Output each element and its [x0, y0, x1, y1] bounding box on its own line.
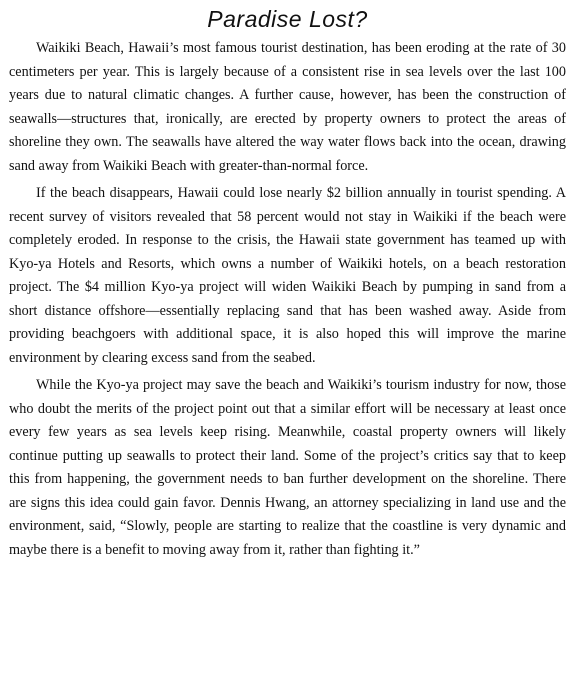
- article-title: Paradise Lost?: [207, 6, 368, 32]
- paragraph-3: While the Kyo-ya project may save the beach and Waikiki’s tourism industry for now, those who doubt the merits of the project point out that a similar effort will be necessary at least once every few years as sea levels keep rising. Meanwhile, coastal property owners will likely continue putting up seawalls to protect their land. Some of the project’s critics say that to keep this from happening, the government needs to ban further development on the shoreline. There are signs this idea could gain favor. Dennis Hwang, an attorney specializing in land use and the environment, said, “Slowly, people are starting to realize that the coastline is very dynamic and maybe there is a benefit to moving away from it, rather than fighting it.”: [9, 377, 566, 558]
- article-body: [9, 37, 566, 562]
- paragraph-2: If the beach disappears, Hawaii could lose nearly $2 billion annually in tourist spending. A recent survey of visitors revealed that 58 percent would not stay in Waikiki if the beach were completely eroded. In response to the crisis, the Hawaii state government has teamed up with Kyo-ya Hotels and Resorts, which owns a number of Waikiki hotels, on a beach restoration project. The $4 million Kyo-ya project will widen Waikiki Beach by pumping in sand from a short distance offshore—essentially replacing sand that has been washed away. Aside from providing beachgoers with additional space, it is also hoped this will improve the marine environment by clearing excess sand from the seabed.: [9, 185, 566, 366]
- paragraph-1: Waikiki Beach, Hawaii’s most famous tourist destination, has been eroding at the rate of 30 centimeters per year. This is largely because of a consistent rise in sea levels over the last 100 years due to natural climatic changes. A further cause, however, has been the construction of seawalls—structures that, ironically, are erected by property owners to protect the areas of shoreline they own. The seawalls have altered the way water flows back into the ocean, drawing sand away from Waikiki Beach with greater-than-normal force.: [9, 40, 566, 174]
